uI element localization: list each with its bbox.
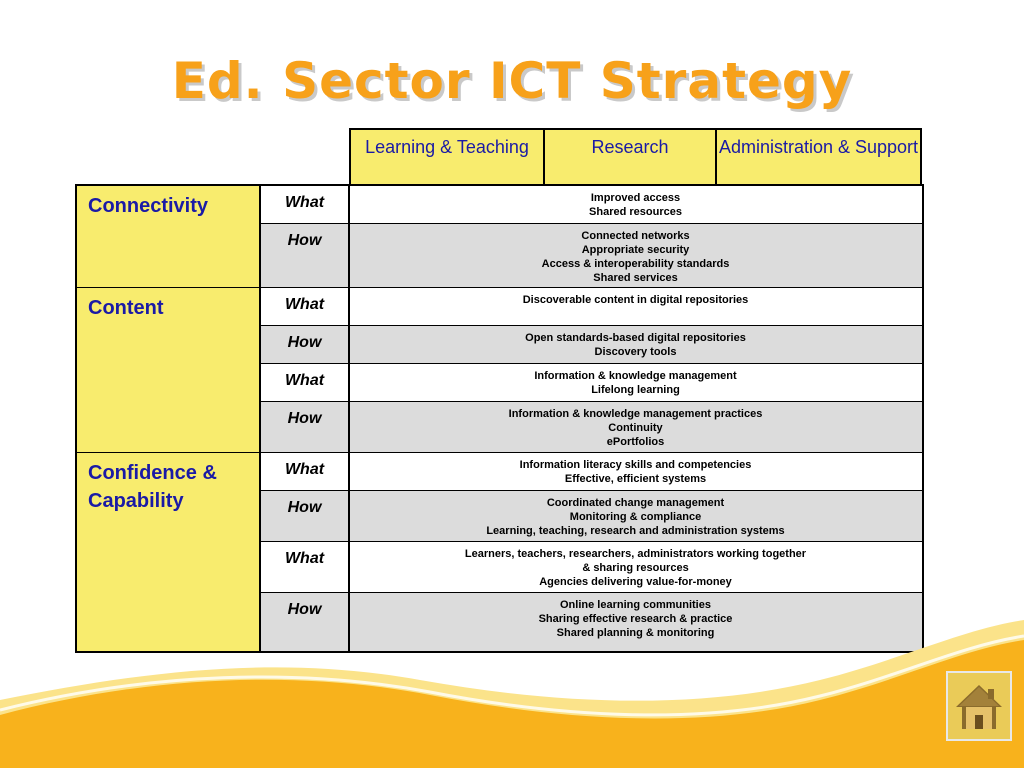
home-button[interactable] xyxy=(946,671,1012,741)
row-label: What xyxy=(260,364,349,402)
row-content xyxy=(349,364,922,402)
category-cell xyxy=(77,288,260,453)
content-line: Coordinated change management xyxy=(546,497,725,509)
content-line: Lifelong learning xyxy=(591,384,680,396)
category-cell xyxy=(77,186,260,288)
row-content xyxy=(349,186,922,224)
row-content xyxy=(349,326,922,364)
content-line: Effective, efficient systems xyxy=(564,473,707,485)
row-label: What xyxy=(260,542,349,593)
slide-title: Ed. Sector ICT Strategy xyxy=(171,52,853,110)
content-line: Continuity xyxy=(608,422,663,434)
content-line: Agencies delivering value-for-money xyxy=(539,576,732,588)
category-name: Content xyxy=(88,297,164,319)
row-label: How xyxy=(260,402,349,453)
content-line: Shared planning & monitoring xyxy=(556,627,715,639)
decorative-wave xyxy=(0,600,1024,768)
content-line: Learning, teaching, research and administration systems xyxy=(486,525,785,537)
content-line: Connected networks xyxy=(581,230,690,242)
content-line: Monitoring & compliance xyxy=(569,511,702,523)
row-content xyxy=(349,453,922,491)
content-line: & sharing resources xyxy=(582,562,689,574)
content-line: Shared services xyxy=(593,272,678,284)
content-line: Discovery tools xyxy=(594,346,677,358)
row-content xyxy=(349,288,922,326)
row-label: How xyxy=(260,593,349,651)
row-content xyxy=(349,542,922,593)
category-name: Connectivity xyxy=(88,195,209,217)
content-line: Improved access xyxy=(590,192,681,204)
category-name: Confidence & Capability xyxy=(88,462,217,512)
home-icon xyxy=(948,673,1010,739)
column-header: Research xyxy=(543,128,717,186)
row-content xyxy=(349,491,922,542)
column-header: Learning & Teaching xyxy=(349,128,545,186)
row-label: What xyxy=(260,453,349,491)
content-line: Appropriate security xyxy=(581,244,690,256)
row-label: How xyxy=(260,491,349,542)
content-line: Open standards-based digital repositories xyxy=(525,332,746,344)
row-label: How xyxy=(260,224,349,288)
row-content xyxy=(349,402,922,453)
content-line: Sharing effective research & practice xyxy=(538,613,733,625)
content-line: Online learning communities xyxy=(560,599,711,611)
content-line: Shared resources xyxy=(589,206,682,218)
row-content xyxy=(349,224,922,288)
content-line: Discoverable content in digital repositories xyxy=(522,294,749,306)
column-divider xyxy=(259,186,261,651)
row-label: What xyxy=(260,288,349,326)
content-line: ePortfolios xyxy=(606,436,665,448)
row-label: How xyxy=(260,326,349,364)
content-line: Learners, teachers, researchers, administrators working together xyxy=(464,548,807,560)
column-header: Administration & Support xyxy=(715,128,922,186)
content-line: Information literacy skills and competencies xyxy=(519,459,752,471)
row-label: What xyxy=(260,186,349,224)
content-line: Information & knowledge management practices xyxy=(508,408,763,420)
column-divider xyxy=(348,186,350,651)
content-line: Access & interoperability standards xyxy=(541,258,730,270)
content-line: Information & knowledge management xyxy=(534,370,737,382)
